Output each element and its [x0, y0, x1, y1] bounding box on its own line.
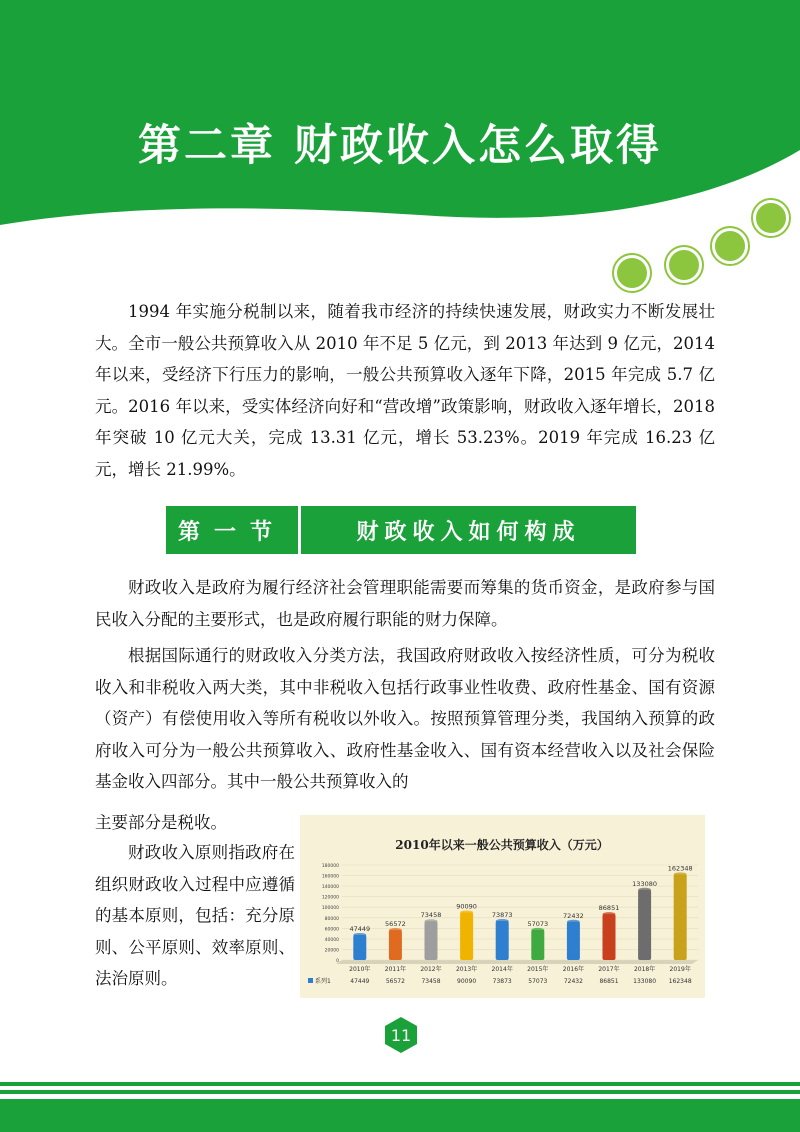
x-tick-label: 2010年 — [349, 966, 371, 973]
y-tick-label: 40000 — [324, 937, 339, 943]
chart-bar-top — [674, 872, 687, 876]
data-label: 56572 — [385, 920, 406, 929]
section-header — [166, 506, 636, 554]
x-tick-label: 2016年 — [562, 966, 585, 973]
y-tick-label: 80000 — [324, 916, 339, 922]
x-tick-label: 2011年 — [384, 966, 407, 973]
x-tick-label: 2014年 — [491, 966, 513, 973]
revenue-chart — [300, 815, 705, 998]
chart-bar — [389, 930, 402, 960]
chart-bar — [638, 890, 651, 960]
y-tick-label: 20000 — [324, 948, 339, 954]
footer-band — [0, 1099, 800, 1132]
y-tick-label: 120000 — [321, 895, 339, 901]
revenue-chart-svg — [300, 815, 705, 998]
x-tick-label: 2019年 — [669, 966, 691, 973]
data-label: 73873 — [491, 911, 513, 920]
footer-line-bottom — [0, 1090, 800, 1094]
data-label: 73458 — [420, 911, 442, 920]
y-tick-label: 100000 — [321, 906, 339, 912]
chart-bar — [567, 922, 580, 960]
chart-bar — [460, 912, 473, 960]
classification-paragraph — [95, 640, 715, 798]
classification-text: 根据国际通行的财政收入分类方法，我国政府财政收入按经济性质，可分为税收收入和非税收入两大类，其中非税收入包括行政事业性收费、政府性基金、国有资源（资产）有偿使用收入等所有税收以外收入。按照预算管理分类，我国纳入预算的政府收入可分为一般公共预算收入、政府性基金收入、国有资本经营收入以及社会保险基金收入四部分。其中一般公共预算收入的 — [95, 646, 715, 792]
data-label: 47449 — [349, 924, 371, 933]
legend-swatch — [308, 978, 313, 983]
section-number: 第一节 — [166, 506, 301, 554]
y-tick-label: 0 — [336, 959, 339, 964]
chart-bar — [425, 921, 438, 960]
legend-label: 系列1 — [315, 978, 331, 985]
chart-bar — [531, 930, 544, 960]
chart-bar-top — [389, 928, 402, 932]
chart-bar-top — [531, 928, 544, 932]
chart-bar — [674, 874, 687, 960]
table-value: 47449 — [350, 978, 370, 985]
chart-bar — [603, 914, 616, 960]
table-value: 73458 — [421, 978, 441, 985]
table-value: 90090 — [457, 978, 477, 985]
data-label: 72432 — [563, 911, 584, 920]
data-label: 162348 — [667, 864, 693, 873]
x-tick-label: 2017年 — [598, 966, 620, 973]
definition-paragraph: 财政收入是政府为履行经济社会管理职能需要而筹集的货币资金，是政府参与国民收入分配的主要形式，也是政府履行职能的财力保障。 — [95, 578, 715, 629]
y-tick-label: 160000 — [321, 874, 339, 880]
table-value: 133080 — [633, 978, 657, 985]
table-value: 162348 — [668, 978, 692, 985]
principles-paragraph: 财政收入原则指政府在组织财政收入过程中应遵循的基本原则，包括：充分原则、公平原则、效率原则、法治原则。 — [95, 843, 295, 989]
chart-bar-top — [460, 910, 473, 914]
section-title: 财政收入如何构成 — [301, 506, 636, 554]
intro-paragraph: 1994 年实施分税制以来，随着我市经济的持续快速发展，财政实力不断发展壮大。全市一般公共预算收入从 2010 年不足 5 亿元，到 2013 年达到 9 亿元，2014 年以来，受经济下行压力的影响，一般公共预算收入逐年下降，2015 年完成 5.7 亿元。2016 年以来，受实体经济向好和“营改增”政策影响，财政收入逐年增长，2018 年突破 10 亿元大关，完成 13.31 亿元，增长 53.23%。2019 年完成 16.23 亿元，增长 21.99%。 — [95, 302, 715, 479]
table-value: 57073 — [528, 978, 548, 985]
x-tick-label: 2018年 — [633, 966, 656, 973]
chart-bar-top — [353, 933, 366, 937]
chart-bar-top — [425, 919, 438, 923]
page-number: 11 — [390, 1025, 412, 1045]
decorative-circles — [613, 199, 790, 292]
x-tick-label: 2013年 — [455, 966, 478, 973]
y-tick-label: 140000 — [321, 885, 339, 891]
classification-end-paragraph: 主要部分是税收。 — [95, 813, 227, 832]
data-label: 133080 — [632, 879, 658, 888]
table-value: 72432 — [563, 978, 583, 985]
table-value: 56572 — [385, 978, 405, 985]
chart-bar — [496, 921, 509, 960]
chart-floor — [336, 960, 698, 964]
data-label: 90090 — [456, 902, 477, 911]
data-label: 57073 — [527, 919, 549, 928]
y-tick-label: 60000 — [324, 927, 339, 933]
data-label: 86851 — [598, 904, 620, 913]
x-tick-label: 2012年 — [420, 966, 442, 973]
chart-bar-top — [638, 888, 651, 892]
chart-title: 2010年以来一般公共预算收入（万元） — [395, 838, 609, 852]
y-tick-label: 180000 — [321, 864, 339, 869]
chart-bar-top — [567, 920, 580, 924]
table-value: 86851 — [599, 978, 619, 985]
footer-line-top — [0, 1082, 800, 1086]
table-value: 73873 — [492, 978, 512, 985]
x-tick-label: 2015年 — [527, 966, 549, 973]
chart-bar-top — [496, 919, 509, 923]
chapter-title: 第二章 财政收入怎么取得 — [138, 121, 662, 171]
chart-bar-top — [603, 912, 616, 916]
chart-bar — [353, 935, 366, 960]
